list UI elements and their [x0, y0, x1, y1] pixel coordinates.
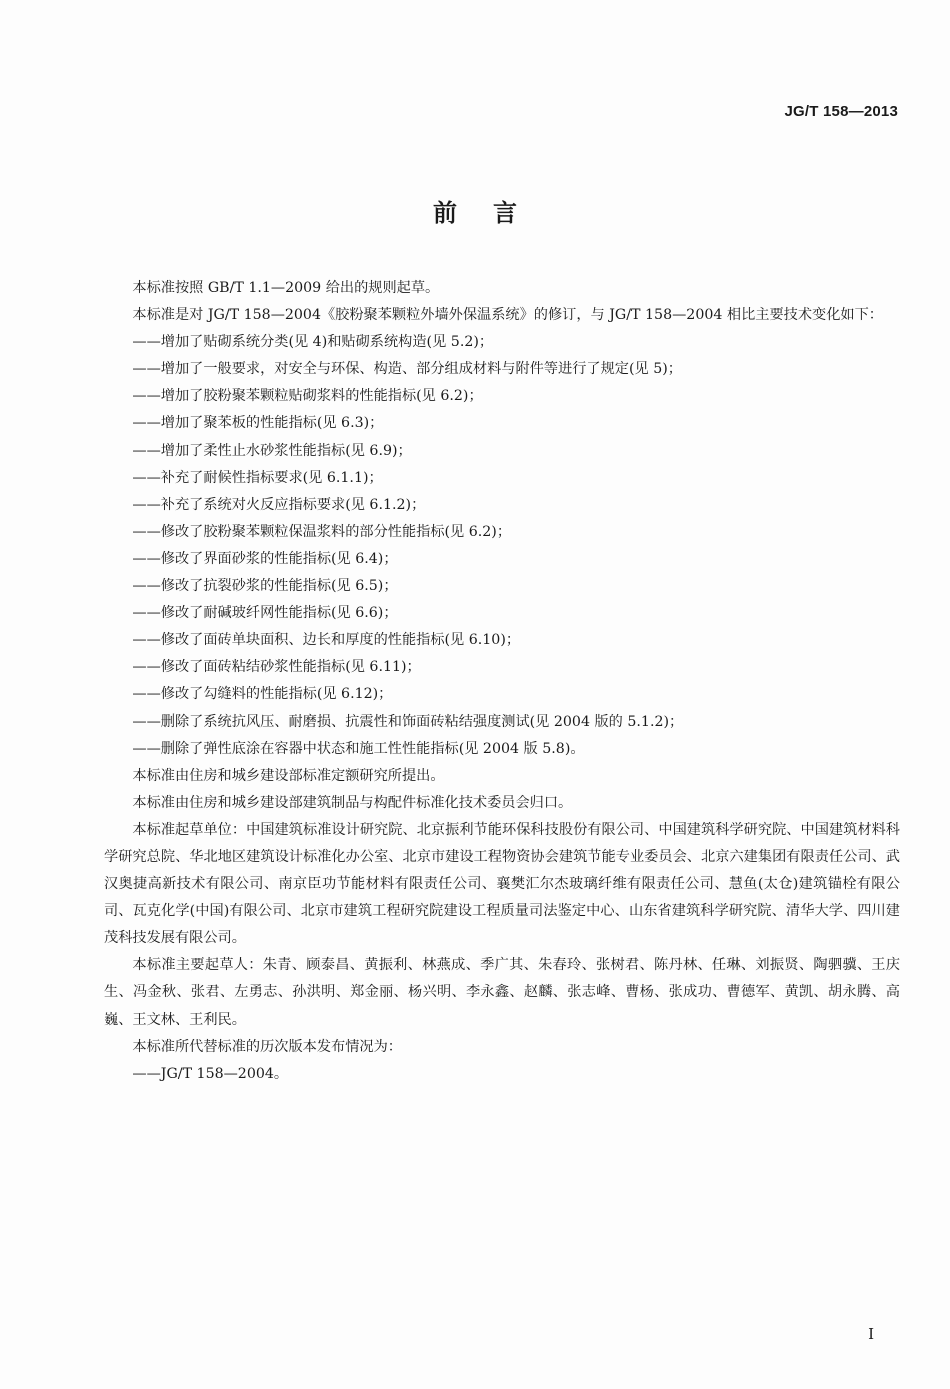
list-item: ——JG/T 158—2004。 [132, 1065, 289, 1082]
paragraph: 本标准所代替标准的历次版本发布情况为： [132, 1038, 402, 1055]
list-item: ——补充了耐候性指标要求(见 6.1.1)； [132, 469, 383, 486]
paragraph: 本标准由住房和城乡建设部建筑制品与构配件标准化技术委员会归口。 [132, 794, 573, 811]
list-item: ——修改了胶粉聚苯颗粒保温浆料的部分性能指标(见 6.2)； [132, 523, 512, 540]
page-title: 前言 [433, 199, 553, 227]
list-item: ——增加了贴砌系统分类(见 4)和贴砌系统构造(见 5.2)； [132, 334, 494, 351]
page-number: I [868, 1325, 874, 1343]
list-item: ——增加了柔性止水砂浆性能指标(见 6.9)； [132, 442, 412, 459]
list-item: ——删除了系统抗风压、耐磨损、抗震性和饰面砖粘结强度测试(见 2004 版的 5.1.2)； [132, 713, 684, 730]
paragraph: 本标准由住房和城乡建设部标准定额研究所提出。 [132, 767, 445, 784]
list-item: ——修改了面砖单块面积、边长和厚度的性能指标(见 6.10)； [132, 632, 521, 649]
list-item: ——修改了耐碱玻纤网性能指标(见 6.6)； [132, 605, 398, 622]
list-item: ——增加了聚苯板的性能指标(见 6.3)； [132, 415, 384, 432]
list-item: ——补充了系统对火反应指标要求(见 6.1.2)； [132, 496, 426, 513]
paragraph: 本标准是对 JG/T 158—2004《胶粉聚苯颗粒外墙外保温系统》的修订，与 JG/T 158—2004 相比主要技术变化如下： [132, 307, 883, 324]
list-item: ——增加了一般要求，对安全与环保、构造、部分组成材料与附件等进行了规定(见 5)； [132, 361, 682, 378]
standard-code: JG/T 158—2013 [784, 103, 898, 120]
list-item: ——修改了界面砂浆的性能指标(见 6.4)； [132, 550, 398, 567]
list-item: ——增加了胶粉聚苯颗粒贴砌浆料的性能指标(见 6.2)； [132, 388, 483, 405]
list-item: ——修改了面砖粘结砂浆性能指标(见 6.11)； [132, 659, 421, 676]
list-item: ——修改了抗裂砂浆的性能指标(见 6.5)； [132, 578, 398, 595]
drafting-units: 本标准起草单位：中国建筑标准设计研究院、北京振利节能环保科技股份有限公司、中国建筑科学研究院、中国建筑材料科学研究总院、华北地区建筑设计标准化办公室、北京市建设工程物资协会建筑节能专业委员会、北京六建集团有限责任公司、武汉奥捷高新技术有限公司、南京臣功节能材料有限责任公司、襄樊汇尔杰玻璃纤维有限责任公司、慧鱼(太仓)建筑锚栓有限公司、瓦克化学(中国)有限公司、北京市建筑工程研究院建设工程质量司法鉴定中心、山东省建筑科学研究院、清华大学、四川建茂科技发展有限公司。 [104, 821, 900, 947]
list-item: ——删除了弹性底涂在容器中状态和施工性性能指标(见 2004 版 5.8)。 [132, 740, 585, 757]
changes-list [104, 329, 900, 763]
list-item: ——修改了勾缝料的性能指标(见 6.12)； [132, 686, 393, 703]
drafters: 本标准主要起草人：朱青、顾泰昌、黄振利、林燕成、季广其、朱春玲、张树君、陈丹林、任琳、刘振贤、陶驷骥、王庆生、冯金秋、张君、左勇志、孙洪明、郑金丽、杨兴明、李永鑫、赵麟、张志峰、曹杨、张成功、曹德军、黄凯、胡永腾、高巍、王文林、王利民。 [104, 957, 900, 1028]
paragraph: 本标准按照 GB/T 1.1—2009 给出的规则起草。 [132, 280, 440, 296]
foreword-body [104, 275, 900, 1088]
history-list [104, 1061, 900, 1088]
